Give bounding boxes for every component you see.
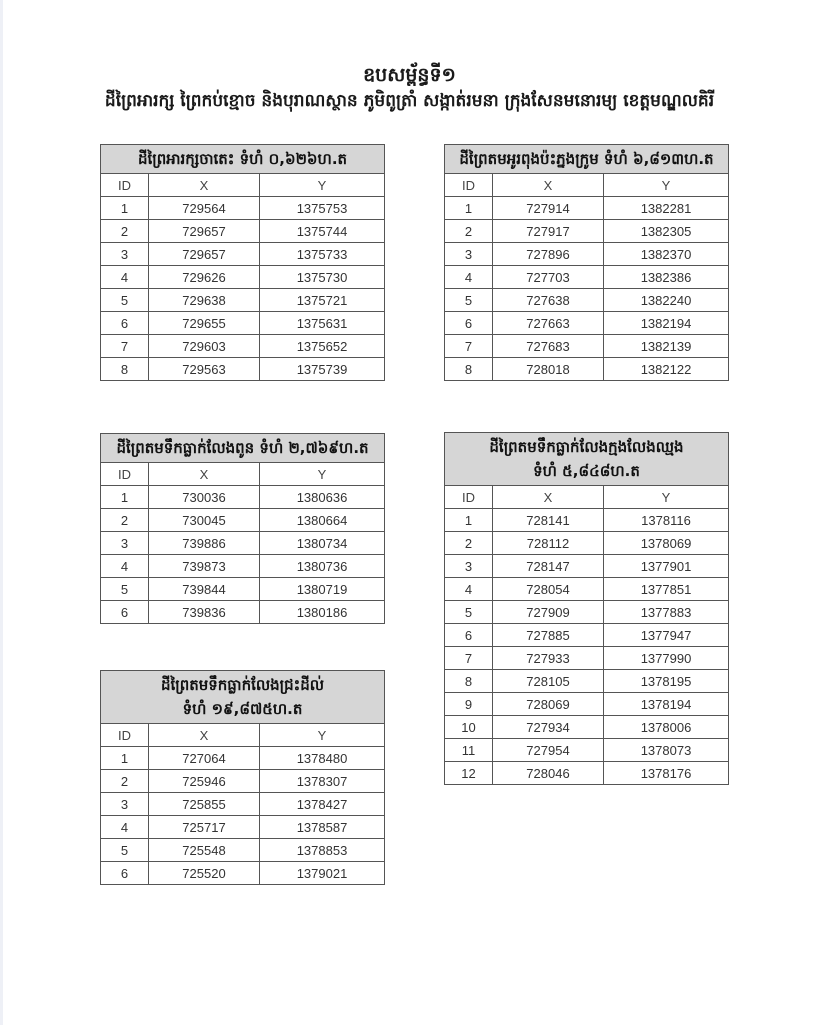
table-row [101, 220, 385, 243]
cell-x: 729563 [149, 358, 260, 381]
table-title-line1: ដីព្រៃតមទឹកធ្លាក់លែងក្មងលែងឈ្មង [489, 438, 684, 456]
cell-id: 6 [101, 862, 149, 885]
table-row [101, 243, 385, 266]
table-title-line2: ទំហំ ៥,៨៤៨ហ.ត [533, 462, 640, 480]
cell-id: 6 [101, 312, 149, 335]
cell-x: 727638 [493, 289, 604, 312]
cell-x: 728018 [493, 358, 604, 381]
cell-x: 727683 [493, 335, 604, 358]
cell-id: 4 [445, 578, 493, 601]
cell-id: 1 [101, 197, 149, 220]
cell-y: 1379021 [260, 862, 385, 885]
cell-y: 1377947 [604, 624, 729, 647]
table-row [445, 578, 729, 601]
cell-y: 1382386 [604, 266, 729, 289]
table-row [445, 358, 729, 381]
table-row [101, 862, 385, 885]
table-row [445, 532, 729, 555]
column-header-y: Y [604, 174, 729, 197]
table-row [101, 289, 385, 312]
table-row [101, 358, 385, 381]
table-row [101, 555, 385, 578]
table-row [445, 739, 729, 762]
cell-id: 2 [445, 532, 493, 555]
column-header-id: ID [445, 486, 493, 509]
cell-y: 1377851 [604, 578, 729, 601]
table-row [101, 793, 385, 816]
table-row [445, 555, 729, 578]
cell-x: 728147 [493, 555, 604, 578]
cell-y: 1375733 [260, 243, 385, 266]
cell-x: 725946 [149, 770, 260, 793]
cell-x: 727917 [493, 220, 604, 243]
cell-x: 727934 [493, 716, 604, 739]
column-header-row [101, 463, 385, 486]
table-title: ដីព្រៃអារក្សចាតេះ ទំហំ ០,៦២៦ហ.ត [101, 145, 385, 174]
table-row [445, 220, 729, 243]
cell-id: 4 [101, 266, 149, 289]
cell-y: 1380636 [260, 486, 385, 509]
table-row [445, 243, 729, 266]
cell-y: 1378480 [260, 747, 385, 770]
column-header-id: ID [445, 174, 493, 197]
cell-x: 728105 [493, 670, 604, 693]
cell-x: 739873 [149, 555, 260, 578]
cell-x: 727885 [493, 624, 604, 647]
column-header-x: X [149, 724, 260, 747]
cell-id: 8 [445, 358, 493, 381]
table-row [101, 312, 385, 335]
cell-y: 1375631 [260, 312, 385, 335]
document-subtitle: ដីព្រៃអារក្ស ព្រៃកប់ខ្មោច និងបុរាណស្ថាន ភូមិពូត្រាំ សង្កាត់រមនា ក្រុងសែនមនោរម្យ ខេត្តមណ្ឌលគិរី [104, 91, 715, 111]
cell-y: 1378307 [260, 770, 385, 793]
cell-y: 1375721 [260, 289, 385, 312]
table-title: ដីព្រៃតមទឹកធ្លាក់លែងពូន ទំហំ ២,៧៦៩ហ.ត [101, 434, 385, 463]
cell-y: 1382240 [604, 289, 729, 312]
cell-id: 7 [445, 335, 493, 358]
cell-y: 1377901 [604, 555, 729, 578]
cell-id: 5 [101, 578, 149, 601]
cell-y: 1378069 [604, 532, 729, 555]
cell-y: 1378587 [260, 816, 385, 839]
cell-x: 728069 [493, 693, 604, 716]
cell-id: 5 [445, 601, 493, 624]
cell-id: 5 [101, 289, 149, 312]
table-row [445, 509, 729, 532]
cell-id: 2 [101, 770, 149, 793]
column-header-row [445, 486, 729, 509]
column-header-id: ID [101, 174, 149, 197]
cell-id: 3 [101, 532, 149, 555]
table-row [445, 335, 729, 358]
cell-x: 739886 [149, 532, 260, 555]
cell-x: 725855 [149, 793, 260, 816]
coordinates-table-4 [100, 670, 385, 885]
table-title [445, 433, 729, 486]
cell-id: 7 [101, 335, 149, 358]
cell-y: 1380734 [260, 532, 385, 555]
cell-y: 1375730 [260, 266, 385, 289]
cell-y: 1377883 [604, 601, 729, 624]
cell-id: 2 [101, 220, 149, 243]
cell-x: 727896 [493, 243, 604, 266]
cell-id: 6 [445, 312, 493, 335]
table-row [445, 647, 729, 670]
table-row [101, 578, 385, 601]
cell-x: 728046 [493, 762, 604, 785]
column-header-x: X [493, 486, 604, 509]
cell-id: 9 [445, 693, 493, 716]
table-row [101, 335, 385, 358]
cell-x: 727703 [493, 266, 604, 289]
cell-id: 1 [445, 509, 493, 532]
cell-y: 1378176 [604, 762, 729, 785]
cell-x: 728054 [493, 578, 604, 601]
cell-x: 730045 [149, 509, 260, 532]
cell-x: 729638 [149, 289, 260, 312]
column-header-x: X [493, 174, 604, 197]
cell-id: 3 [101, 793, 149, 816]
page-edge [0, 0, 3, 1025]
table-row [101, 747, 385, 770]
cell-y: 1375739 [260, 358, 385, 381]
cell-id: 2 [445, 220, 493, 243]
cell-id: 1 [101, 486, 149, 509]
cell-y: 1380719 [260, 578, 385, 601]
cell-y: 1375652 [260, 335, 385, 358]
cell-x: 729657 [149, 243, 260, 266]
column-header-x: X [149, 174, 260, 197]
table-row [101, 486, 385, 509]
cell-id: 8 [101, 358, 149, 381]
column-header-x: X [149, 463, 260, 486]
cell-id: 5 [101, 839, 149, 862]
cell-y: 1375753 [260, 197, 385, 220]
cell-id: 4 [101, 816, 149, 839]
cell-y: 1378427 [260, 793, 385, 816]
cell-id: 1 [445, 197, 493, 220]
cell-x: 739836 [149, 601, 260, 624]
table-row [445, 266, 729, 289]
cell-x: 739844 [149, 578, 260, 601]
cell-y: 1375744 [260, 220, 385, 243]
cell-x: 730036 [149, 486, 260, 509]
coordinates-table-5 [444, 432, 729, 785]
column-header-y: Y [260, 724, 385, 747]
document-header [0, 62, 819, 114]
cell-id: 3 [101, 243, 149, 266]
cell-y: 1378195 [604, 670, 729, 693]
cell-x: 729564 [149, 197, 260, 220]
cell-y: 1378116 [604, 509, 729, 532]
table-title-line1: ដីព្រៃតមទឹកធ្លាក់លែងជ្រះដីល់ [160, 676, 325, 694]
cell-x: 729657 [149, 220, 260, 243]
column-header-y: Y [604, 486, 729, 509]
coordinates-table-3 [100, 433, 385, 624]
cell-y: 1378853 [260, 839, 385, 862]
table-row [101, 816, 385, 839]
cell-x: 727064 [149, 747, 260, 770]
cell-x: 727914 [493, 197, 604, 220]
cell-x: 727909 [493, 601, 604, 624]
cell-id: 4 [101, 555, 149, 578]
cell-y: 1380664 [260, 509, 385, 532]
cell-id: 8 [445, 670, 493, 693]
table-row [445, 716, 729, 739]
cell-id: 3 [445, 243, 493, 266]
column-header-id: ID [101, 463, 149, 486]
table-row [445, 670, 729, 693]
cell-y: 1382122 [604, 358, 729, 381]
cell-y: 1382370 [604, 243, 729, 266]
cell-id: 6 [445, 624, 493, 647]
cell-y: 1380736 [260, 555, 385, 578]
cell-id: 7 [445, 647, 493, 670]
table-row [101, 532, 385, 555]
table-row [445, 289, 729, 312]
cell-y: 1382194 [604, 312, 729, 335]
annex-title: ឧបសម្ព័ន្ធទី១ [363, 64, 456, 86]
table-row [101, 197, 385, 220]
cell-y: 1377990 [604, 647, 729, 670]
table-row [101, 509, 385, 532]
cell-y: 1382281 [604, 197, 729, 220]
table-row [445, 197, 729, 220]
cell-id: 4 [445, 266, 493, 289]
column-header-y: Y [260, 174, 385, 197]
cell-y: 1382139 [604, 335, 729, 358]
cell-x: 729655 [149, 312, 260, 335]
cell-x: 725548 [149, 839, 260, 862]
cell-x: 727954 [493, 739, 604, 762]
cell-id: 12 [445, 762, 493, 785]
cell-id: 2 [101, 509, 149, 532]
cell-x: 728141 [493, 509, 604, 532]
column-header-row [101, 724, 385, 747]
cell-id: 3 [445, 555, 493, 578]
table-row [101, 770, 385, 793]
table-row [445, 601, 729, 624]
column-header-row [101, 174, 385, 197]
cell-id: 6 [101, 601, 149, 624]
cell-x: 729626 [149, 266, 260, 289]
cell-x: 728112 [493, 532, 604, 555]
cell-y: 1378006 [604, 716, 729, 739]
cell-x: 727933 [493, 647, 604, 670]
cell-x: 727663 [493, 312, 604, 335]
table-row [445, 762, 729, 785]
cell-y: 1382305 [604, 220, 729, 243]
cell-id: 10 [445, 716, 493, 739]
table-title [101, 671, 385, 724]
column-header-row [445, 174, 729, 197]
cell-id: 5 [445, 289, 493, 312]
coordinates-table-2 [444, 144, 729, 381]
column-header-id: ID [101, 724, 149, 747]
table-row [445, 693, 729, 716]
cell-y: 1378194 [604, 693, 729, 716]
cell-x: 725717 [149, 816, 260, 839]
table-row [101, 601, 385, 624]
table-title: ដីព្រៃតមអូរពុងប៉ះភ្នងក្រូម ទំហំ ៦,៨១៣ហ.ត [445, 145, 729, 174]
column-header-y: Y [260, 463, 385, 486]
table-row [445, 312, 729, 335]
cell-y: 1380186 [260, 601, 385, 624]
cell-id: 1 [101, 747, 149, 770]
table-row [445, 624, 729, 647]
cell-x: 729603 [149, 335, 260, 358]
table-row [101, 266, 385, 289]
cell-y: 1378073 [604, 739, 729, 762]
cell-x: 725520 [149, 862, 260, 885]
cell-id: 11 [445, 739, 493, 762]
coordinates-table-1 [100, 144, 385, 381]
table-row [101, 839, 385, 862]
table-title-line2: ទំហំ ១៩,៨៧៥ហ.ត [182, 700, 303, 718]
